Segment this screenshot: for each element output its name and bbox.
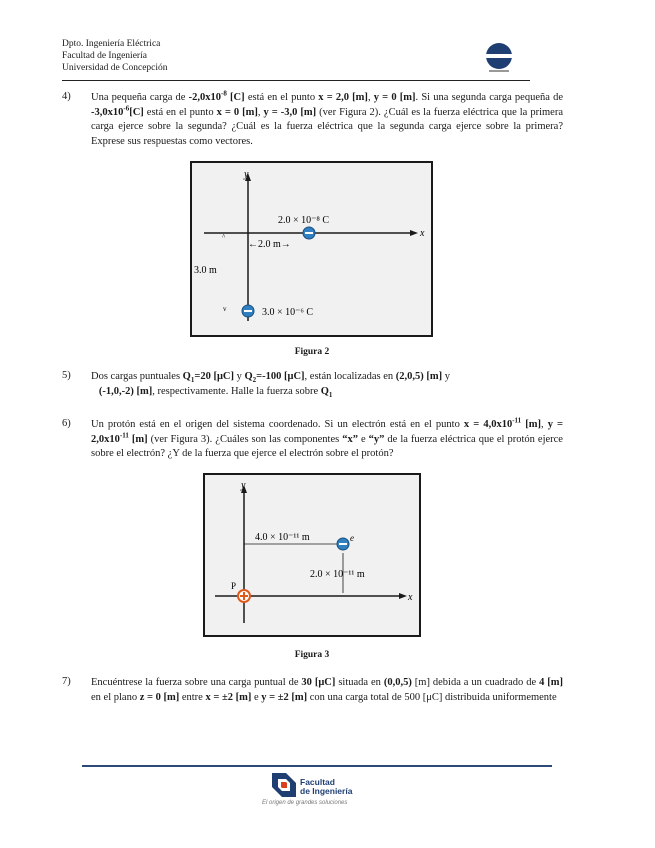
header-divider <box>62 80 530 81</box>
figure-3-caption: Figura 3 <box>294 650 330 660</box>
footer-divider <box>82 765 552 767</box>
faculty-logo-icon <box>272 773 296 797</box>
fig3-proton-label: P <box>231 581 237 591</box>
problem-6-text: Un protón está en el origen del sistema coordenado. Si un electrón está en el punto $x = 4,0x10^{-11}$ [m], $y = 2,0x10^{-11}$ [m] (ver Figura 3). ¿Cuáles son las componentes “x” e “y” de la fuerza eléctrica que el protón ejerce sobre el electrón? ¿Y de la fuerza que ejerce el electrón sobre el protón? <box>91 416 564 459</box>
fig2-bottom-charge-label: 3.0 × 10⁻⁶ C <box>262 307 314 318</box>
problem-7-text: Encuéntrese la fuerza sobre una carga puntual de 30 [μC] situada en (0,0,5) [m] debida a un cuadrado de 4 [m] en el plano z = 0 [m] entre x = ±2 [m] e y = ±2 [m] con una carga total de 500 [μC] distribuida uniformemente <box>91 677 564 703</box>
svg-text:^: ^ <box>222 233 226 241</box>
problem-4-text: Una pequeña carga de $-2,0x10^{-8}$ [C] está en el punto x = 2,0 [m], y = 0 [m]. Si una segunda carga pequeña de $-3,0x10^{-6}[C]$ está en el punto x = 0 [m], y = -3,0 [m] (ver Figura 2). ¿Cuál es la fuerza eléctrica que la primera carga ejerce sobre la segunda? ¿Cuál es la fuerza eléctrica que la segunda carga ejerce sobre la primera? Exprese sus respuestas como vectores. <box>91 89 563 147</box>
fig2-y-label: y <box>244 169 249 180</box>
footer-faculty-name <box>300 778 352 796</box>
problem-7-number: 7) <box>62 676 71 687</box>
problem-5-text: Dos cargas puntuales $Q_1=20$ [μC] y $Q_2=-100$ [μC], están localizadas en (2,0,5) [m] y (-1,0,-2) [m], respectivamente. Halle la fuerza sobre $Q_1$ <box>91 371 451 399</box>
document-header <box>62 38 168 74</box>
figure-3 <box>203 473 421 637</box>
problem-6-number: 6) <box>62 418 71 429</box>
fig2-x-label: x <box>420 228 425 239</box>
header-faculty: Facultad de Ingeniería <box>62 51 147 61</box>
footer-name-line1: Facultad <box>300 777 335 787</box>
fig2-top-charge-label: 2.0 × 10⁻⁸ C <box>278 215 330 226</box>
fig2-distance-x: ←2.0 m→ <box>248 239 291 250</box>
figure-2 <box>190 161 433 337</box>
problem-5-number: 5) <box>62 370 71 381</box>
problem-4-number: 4) <box>62 91 71 102</box>
fig3-electron-label: e <box>350 533 354 543</box>
header-university: Universidad de Concepción <box>62 63 168 73</box>
footer-name-line2: de Ingeniería <box>300 786 353 796</box>
fig3-y-label: y <box>241 480 246 491</box>
footer-slogan: El origen de grandes soluciones <box>262 800 348 806</box>
die-logo-icon <box>479 40 519 76</box>
svg-text:v: v <box>223 305 227 313</box>
fig2-distance-y: 3.0 m <box>194 265 217 276</box>
figure-2-caption: Figura 2 <box>294 347 330 357</box>
fig3-distance-x: 4.0 × 10⁻¹¹ m <box>255 532 310 543</box>
header-department: Dpto. Ingeniería Eléctrica <box>62 39 161 49</box>
fig3-x-label: x <box>408 592 413 603</box>
fig3-distance-y: 2.0 × 10⁻¹¹ m <box>310 569 365 580</box>
